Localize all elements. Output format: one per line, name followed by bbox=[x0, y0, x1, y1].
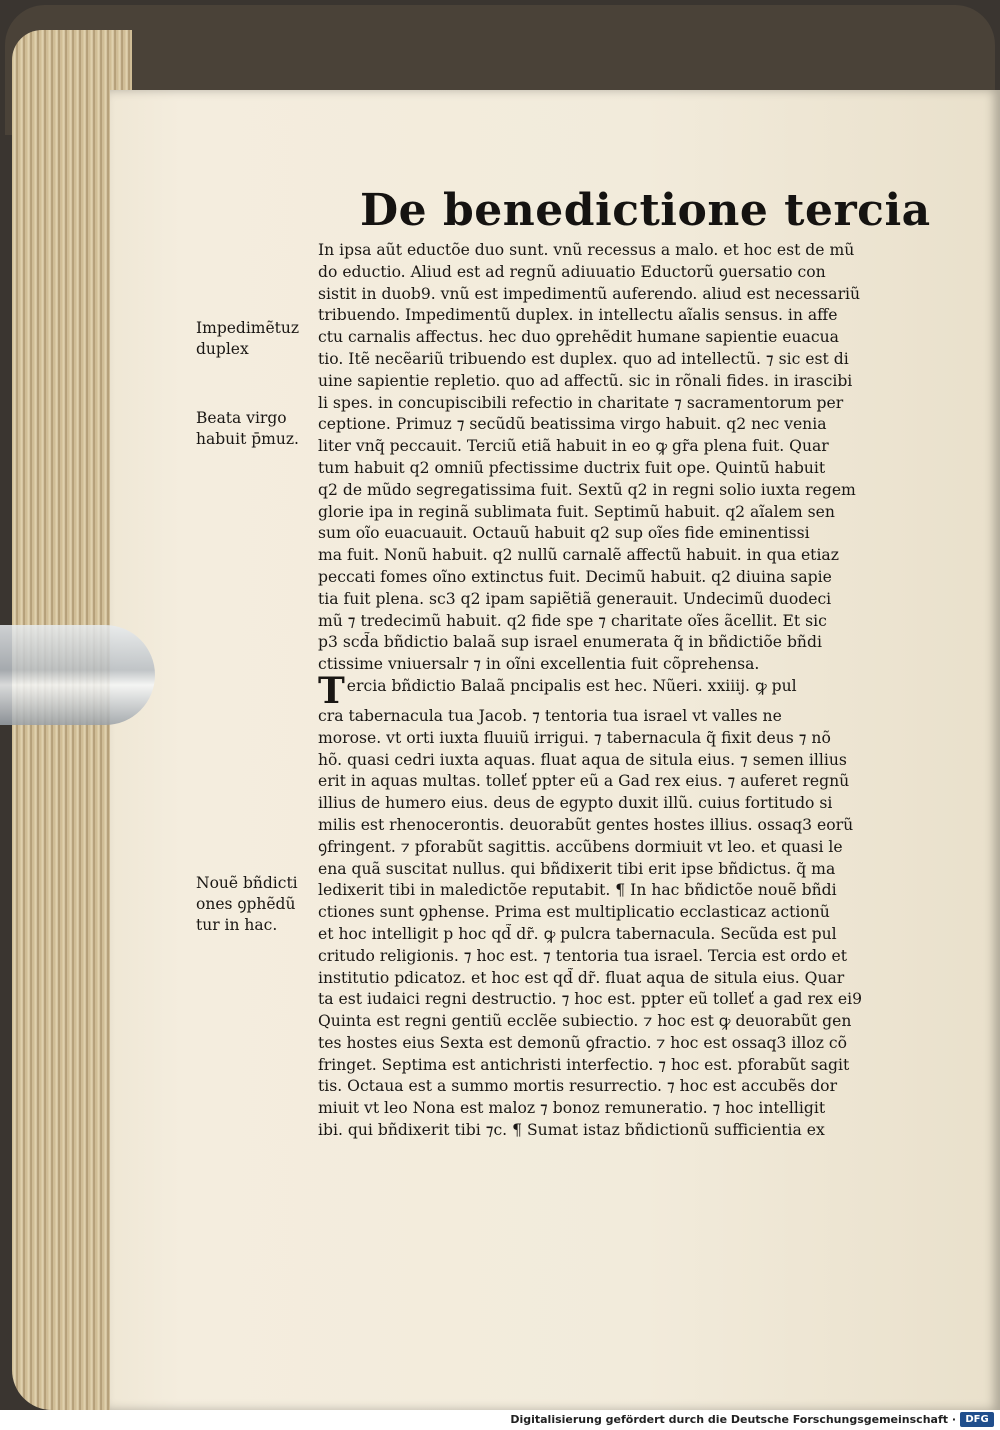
text-line: critudo religionis. ⁊ hoc est. ⁊ tentoria tua israel. Tercia est ordo et bbox=[318, 946, 848, 965]
text-line: morose. vt orti iuxta fluuiũ irrigui. ⁊ tabernacula q̃ fixit deus ⁊ nõ bbox=[318, 728, 831, 747]
marginal-note-1 bbox=[196, 318, 299, 360]
text-line: hõ. quasi cedri iuxta aquas. fluat aqua de situla eius. ⁊ semen illius bbox=[318, 750, 847, 769]
marginal-note-line: tur in hac. bbox=[196, 916, 278, 934]
text-line: mũ ⁊ tredecimũ habuit. q2 fide spe ⁊ charitate oĩes ãcellit. Et sic bbox=[318, 611, 827, 630]
text-line: liter vnq̃ peccauit. Terciũ etiã habuit in eo ꝙ gr̃a plena fuit. Quar bbox=[318, 437, 829, 456]
text-line: ena quã suscitat nullus. qui bñdixerit tibi erit ipse bñdictus. q̃ ma bbox=[318, 859, 836, 878]
marginal-note-line: Nouẽ bñdicti bbox=[196, 874, 298, 892]
text-line: In ipsa aũt eductõe duo sunt. vnũ recessus a malo. et hoc est de mũ bbox=[318, 241, 855, 259]
text-line: sum oĩo euacuauit. Octauũ habuit q2 sup oĩes fide eminentissi bbox=[318, 524, 810, 543]
text-line: ledixerit tibi in maledictõe reputabit. ¶ In hac bñdictõe nouẽ bñdi bbox=[318, 881, 837, 900]
text-line: ibi. qui bñdixerit tibi ⁊c. ¶ Sumat istaz bñdictionũ sufficientia ex bbox=[318, 1121, 825, 1140]
page-heading: De benedictione tercia bbox=[360, 185, 931, 236]
text-line: ctiones sunt ꝯphense. Prima est multiplicatio ecclasticaz actionũ bbox=[318, 903, 830, 922]
text-line: tio. Itẽ necẽariũ tribuendo est duplex. quo ad intellectũ. ⁊ sic est di bbox=[318, 349, 849, 368]
text-line-rest: ercia bñdictio Balaã pncipalis est hec. Nũeri. xxiiij. ꝙ pul bbox=[346, 676, 797, 695]
text-line: et hoc intelligit p hoc qd̃ dr̃. ꝙ pulcra tabernacula. Secũda est pul bbox=[318, 924, 837, 943]
text-line: ceptione. Primuz ⁊ secũdũ beatissima virgo habuit. q2 nec venia bbox=[318, 415, 827, 434]
text-line: ma fuit. Nonũ habuit. q2 nullũ carnalẽ affectũ habuit. in qua etiaz bbox=[318, 546, 839, 565]
text-line: cra tabernacula tua Jacob. ⁊ tentoria tua israel vt valles ne bbox=[318, 706, 782, 725]
marginal-note-line: ones ꝯphẽdũ bbox=[196, 895, 296, 913]
text-line: ꝯfringent. ⁊ pforabũt sagittis. accũbens dormiuit vt leo. et quasi le bbox=[318, 837, 843, 856]
text-line bbox=[318, 676, 878, 706]
dfg-logo: DFG bbox=[960, 1412, 994, 1427]
text-line: tum habuit q2 omniũ pfectissime ductrix fuit ope. Quintũ habuit bbox=[318, 458, 826, 477]
text-line: glorie ipa in reginã sublimata fuit. Septimũ habuit. q2 aĩalem sen bbox=[318, 502, 835, 521]
text-line: ctissime vniuersalr ⁊ in oĩni excellentia fuit cõprehensa. bbox=[318, 655, 760, 674]
marginal-note-2 bbox=[196, 408, 299, 450]
text-line: fringet. Septima est antichristi interfectio. ⁊ hoc est. pforabũt sagit bbox=[318, 1055, 850, 1074]
marginal-note-line: Beata virgo bbox=[196, 409, 287, 427]
text-line: p3 scd̃a bñdictio balaã sup israel enumerata q̃ in bñdictiõe bñdi bbox=[318, 633, 822, 652]
text-line: Quinta est regni gentiũ ecclẽe subiectio. ⁊ hoc est ꝙ deuorabũt gen bbox=[318, 1012, 852, 1031]
text-line: milis est rhenocerontis. deuorabũt gentes hostes illius. ossaq3 eorũ bbox=[318, 815, 854, 834]
text-line: tribuendo. Impedimentũ duplex. in intellectu aĩalis sensus. in affe bbox=[318, 306, 838, 325]
text-line: ta est iudaici regni destructio. ⁊ hoc est. ppter eũ tolleť a gad rex ei9 bbox=[318, 990, 863, 1009]
marginal-note-3 bbox=[196, 873, 298, 936]
text-line: tes hostes eius Sexta est demonũ ꝯfractio. ⁊ hoc est ossaq3 illoz cõ bbox=[318, 1033, 848, 1052]
text-line: q2 de mũdo segregatissima fuit. Sextũ q2 in regni solio iuxta regem bbox=[318, 480, 856, 499]
page-holder-clip bbox=[0, 625, 155, 725]
text-line: miuit vt leo Nona est maloz ⁊ bonoz remuneratio. ⁊ hoc intelligit bbox=[318, 1099, 826, 1118]
text-line: peccati fomes oĩno extinctus fuit. Decimũ habuit. q2 diuina sapie bbox=[318, 567, 832, 586]
body-text bbox=[318, 240, 878, 1142]
text-line: li spes. in concupiscibili refectio in charitate ⁊ sacramentorum per bbox=[318, 393, 844, 412]
text-line: uine sapientie repletio. quo ad affectũ. sic in rõnali fides. in irascibi bbox=[318, 371, 853, 390]
footer-bar bbox=[0, 1410, 1000, 1430]
text-line: sistit in duob9. vnũ est impedimentũ auferendo. aliud est necessariũ bbox=[318, 284, 861, 303]
text-line: tis. Octaua est a summo mortis resurrectio. ⁊ hoc est accubẽs dor bbox=[318, 1077, 838, 1096]
marginal-note-line: duplex bbox=[196, 340, 249, 358]
marginal-note-line: Impedimẽtuz bbox=[196, 319, 300, 337]
drop-capital: T bbox=[318, 675, 345, 706]
funding-credit: Digitalisierung gefördert durch die Deutsche Forschungsgemeinschaft · bbox=[510, 1413, 956, 1426]
text-line: ctu carnalis affectus. hec duo ꝯprehẽdit humane sapientie euacua bbox=[318, 328, 839, 347]
text-line: erit in aquas multas. tolleť ppter eũ a Gad rex eius. ⁊ auferet regnũ bbox=[318, 772, 850, 791]
text-line: tia fuit plena. sc3 q2 ipam sapiẽtiã generauit. Undecimũ duodeci bbox=[318, 589, 832, 608]
text-line: institutio pdicatoz. et hoc est qd̃ dr̃. fluat aqua de situla eius. Quar bbox=[318, 968, 845, 987]
marginal-note-line: habuit p̄muz. bbox=[196, 430, 299, 448]
text-line: do eductio. Aliud est ad regnũ adiuuatio Eductorũ ꝯuersatio con bbox=[318, 262, 826, 281]
text-line: illius de humero eius. deus de egypto duxit illũ. cuius fortitudo si bbox=[318, 794, 833, 813]
